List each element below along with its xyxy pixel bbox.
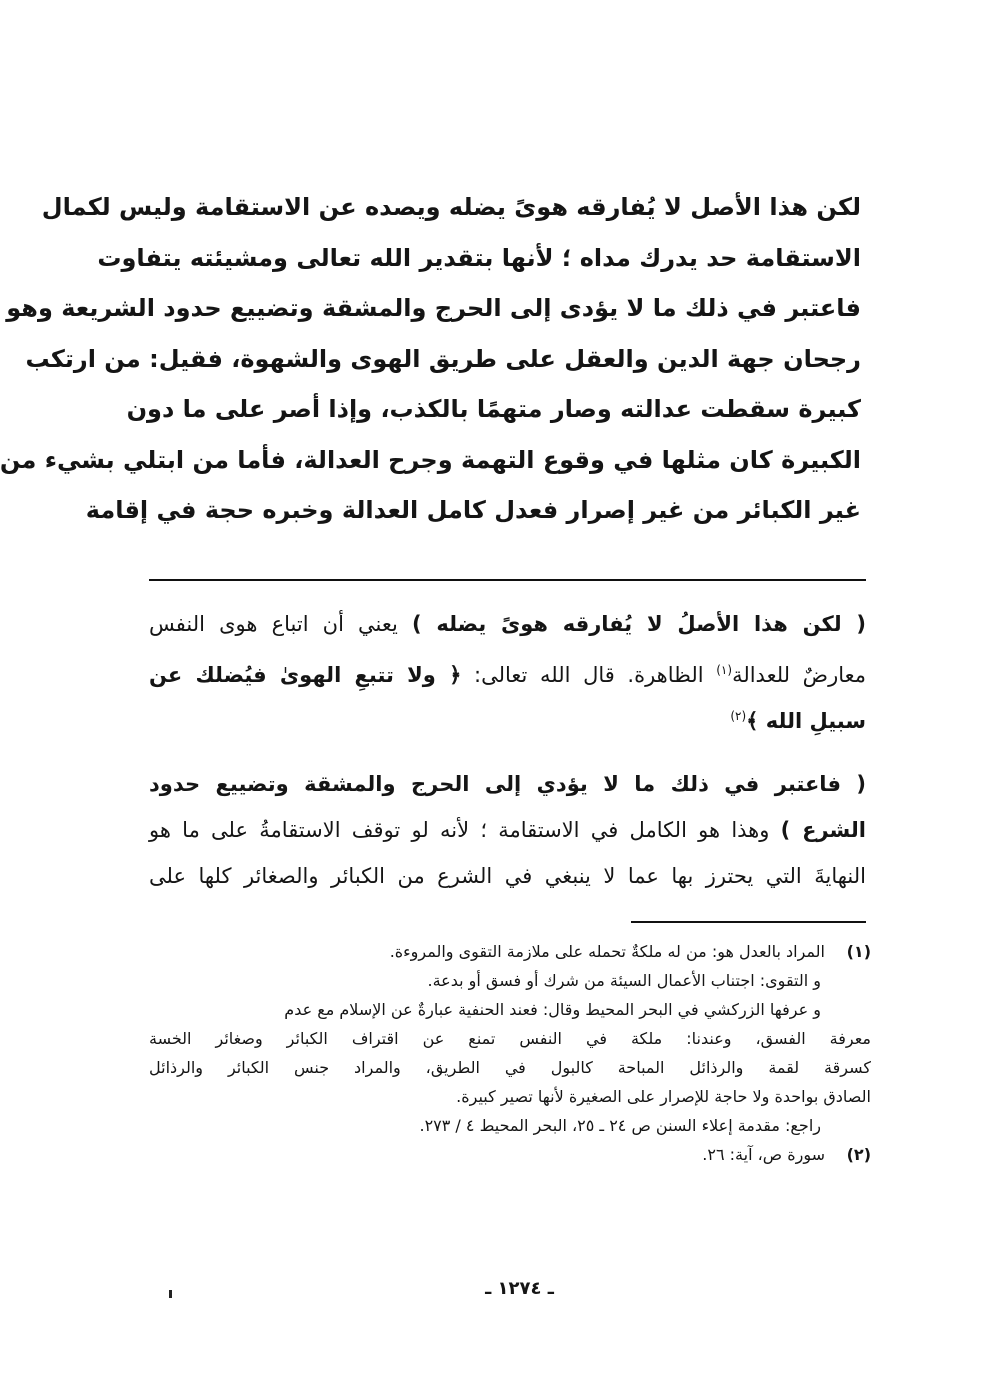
- commentary-paragraph: [149, 761, 866, 899]
- footnote-line: [149, 937, 871, 966]
- commentary-line: [149, 601, 866, 647]
- footnote-line: راجع: مقدمة إعلاء السنن ص ٢٤ ـ ٢٥، البحر المحيط ٤ / ٢٧٣.: [419, 1116, 821, 1135]
- footnote-reference: (٢): [730, 709, 747, 723]
- footnote-line: كسرقة لقمة والرذائل المباحة كالبول في الطريق، والمراد جنس الكبائر والرذائل: [149, 1058, 871, 1077]
- footnote-text: المراد بالعدل هو: من له ملكةٌ تحمله على ملازمة التقوى والمروءة.: [389, 942, 825, 961]
- commentary-line: [149, 647, 866, 693]
- quoted-text: ( فاعتبر في ذلك ما لا يؤدي إلى الحرج والمشقة وتضييع حدود: [149, 772, 866, 796]
- main-text-line: لكن هذا الأصل لا يُفارقه هوىً يضله ويصده عن الاستقامة وليس لكمال: [41, 193, 861, 221]
- footnote-line: و عرفها الزركشي في البحر المحيط وقال: فعند الحنفية عبارةٌ عن الإسلام مع عدم: [284, 1000, 821, 1019]
- commentary-text: يعني أن اتباع هوى النفس: [149, 612, 412, 636]
- quoted-text: ( لكن هذا الأصلُ لا يُفارقه هوىً يضله ): [411, 612, 866, 636]
- main-text-line: الكبيرة كان مثلها في وقوع التهمة وجرح العدالة، فأما من ابتلي بشيء من: [0, 445, 861, 474]
- ink-speck: [169, 1290, 172, 1298]
- footnote-separator-rule: [631, 921, 866, 923]
- commentary-paragraph: [149, 601, 866, 739]
- main-text-block: [0, 182, 861, 536]
- footnote-line: و التقوى: اجتناب الأعمال السيئة من شرك أو فسق أو بدعة.: [427, 971, 821, 990]
- quran-quote: ﴿ ولا تتبعِ الهوىٰ فيُضلك عن: [149, 663, 462, 687]
- footnote-line: [149, 1140, 871, 1169]
- quoted-text: الشرع ): [780, 818, 866, 842]
- commentary-block: [149, 601, 866, 899]
- commentary-line: النهايةَ التي يحترز بها عما لا ينبغي في الشرع من الكبائر والصغائر كلها على: [149, 864, 866, 888]
- main-text-line: كبيرة سقطت عدالته وصار متهمًا بالكذب، وإذا أصر على ما دون: [126, 395, 861, 423]
- footnotes-block: [149, 937, 871, 1169]
- footnote-line: الصادق بواحدة ولا حاجة للإصرار على الصغيرة لأنها تصير كبيرة.: [456, 1087, 871, 1106]
- page-number: ـ ١٢٧٤ ـ: [485, 1278, 554, 1299]
- quran-quote: سبيلِ الله ﴾: [746, 709, 866, 733]
- text-separator-rule: [149, 579, 866, 581]
- commentary-line: [149, 693, 866, 739]
- main-text-line: الاستقامة حد يدرك مداه ؛ لأنها بتقدير الله تعالى ومشيئته يتفاوت: [97, 243, 861, 272]
- commentary-line: [149, 807, 866, 853]
- commentary-text: معارضٌ للعدالة: [732, 663, 866, 687]
- main-text-line: رجحان جهة الدين والعقل على طريق الهوى والشهوة، فقيل: من ارتكب: [25, 344, 861, 373]
- footnote-number: (٢): [846, 1145, 871, 1164]
- footnote-reference: (١): [716, 663, 733, 677]
- footnote-line: معرفة الفسق، وعندنا: ملكة في النفس تمنع عن اقتراف الكبائر وصغائر الخسة: [149, 1029, 871, 1048]
- commentary-text: الظاهرة. قال الله تعالى:: [461, 663, 717, 687]
- main-text-line: فاعتبر في ذلك ما لا يؤدى إلى الحرج والمشقة وتضييع حدود الشريعة وهو: [6, 294, 861, 322]
- footnote-number: (١): [846, 942, 871, 961]
- main-text-line: غير الكبائر من غير إصرار فعدل كامل العدالة وخبره حجة في إقامة: [85, 496, 861, 524]
- commentary-text: وهذا هو الكامل في الاستقامة ؛ لأنه لو توقف الاستقامةُ على ما هو: [149, 818, 781, 842]
- footnote-text: سورة ص، آية: ٢٦.: [702, 1145, 825, 1164]
- commentary-line: [149, 761, 866, 807]
